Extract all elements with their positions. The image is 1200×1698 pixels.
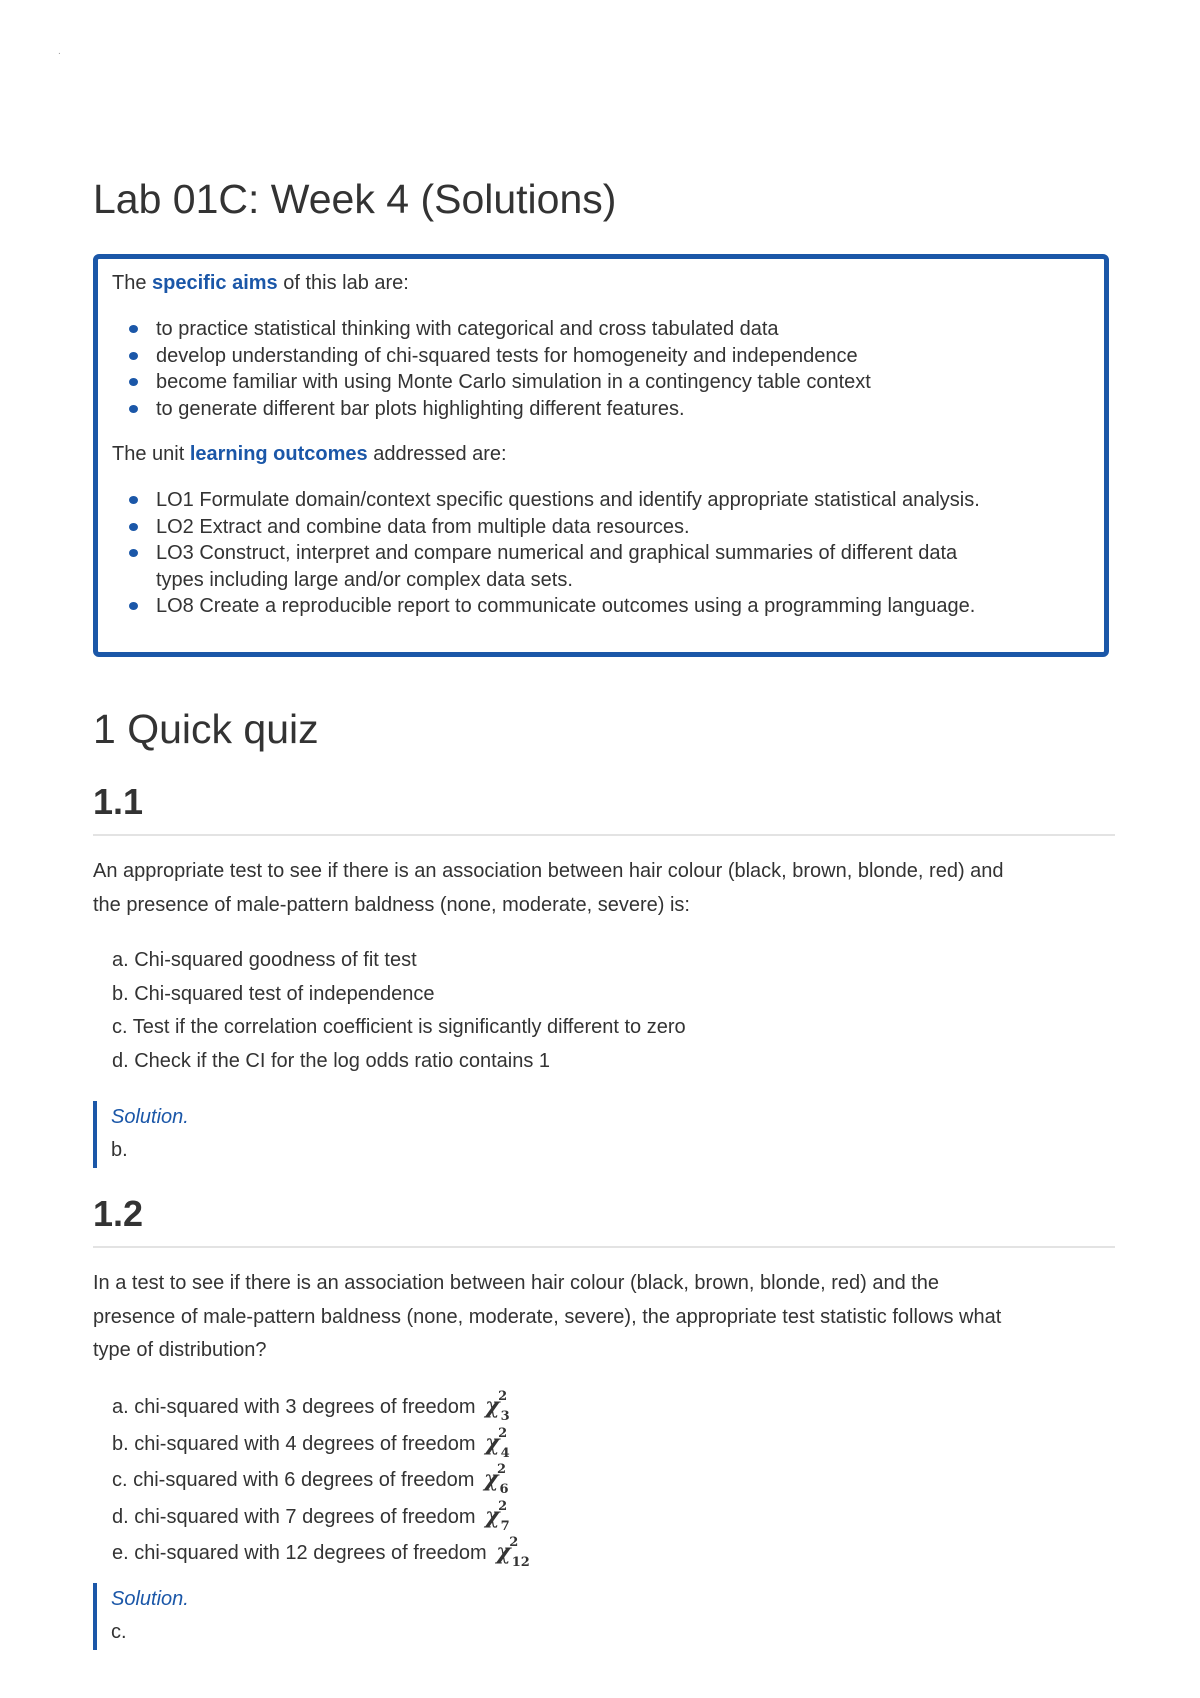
question-line: type of distribution? bbox=[93, 1339, 267, 1361]
outcomes-list-item bbox=[156, 593, 1090, 620]
aims-list-item bbox=[156, 369, 1090, 396]
solution-answer: c. bbox=[111, 1621, 127, 1643]
chi-squared-symbol bbox=[496, 1536, 530, 1573]
chi-glyph: χ bbox=[485, 1429, 500, 1456]
chi-superscript: 2 bbox=[496, 1462, 507, 1477]
aims-list bbox=[112, 316, 1090, 422]
option-text: d. chi-squared with 7 degrees of freedom bbox=[112, 1505, 476, 1528]
outcomes-list bbox=[112, 487, 1090, 620]
option-item: c. Test if the correlation coefficient is significantly different to zero bbox=[112, 1016, 686, 1038]
aims-item-text: develop understanding of chi-squared tests for homogeneity and independence bbox=[156, 344, 858, 367]
chi-glyph: χ bbox=[483, 1466, 499, 1492]
chi-squared-symbol bbox=[485, 1500, 510, 1537]
heading-rule bbox=[93, 1246, 1115, 1248]
section-heading-quick-quiz: 1 Quick quiz bbox=[93, 706, 319, 752]
aims-item-text: to generate different bar plots highlighting different features. bbox=[156, 397, 685, 420]
option-item bbox=[112, 1500, 530, 1537]
chi-superscript: 2 bbox=[498, 1425, 508, 1441]
option-item: a. Chi-squared goodness of fit test bbox=[112, 949, 417, 971]
question-line: An appropriate test to see if there is an association between hair colour (black, brown, blonde, red) and bbox=[93, 860, 1004, 882]
solution-answer: b. bbox=[111, 1139, 128, 1161]
outcome-text: LO2 Extract and combine data from multiple data resources. bbox=[156, 515, 690, 538]
aims-intro bbox=[112, 270, 1090, 297]
bullet-icon bbox=[129, 325, 138, 333]
bullet-icon bbox=[129, 602, 138, 610]
option-item bbox=[112, 1390, 530, 1427]
question-line: the presence of male-pattern baldness (none, moderate, severe) is: bbox=[93, 893, 690, 916]
bullet-icon bbox=[129, 523, 138, 531]
outcome-text-continued: types including large and/or complex data sets. bbox=[156, 568, 573, 591]
outcome-text: LO1 Formulate domain/context specific questions and identify appropriate statistical analysis. bbox=[156, 489, 980, 511]
bullet-icon bbox=[129, 496, 138, 504]
chi-subscript: 4 bbox=[500, 1445, 510, 1461]
corner-mark: . bbox=[58, 46, 61, 57]
solution-block-1-1 bbox=[93, 1101, 1011, 1168]
chi-glyph: χ bbox=[485, 1502, 500, 1529]
bullet-icon bbox=[129, 352, 138, 360]
outcomes-intro bbox=[112, 441, 1090, 468]
question-text-1-1 bbox=[93, 855, 1115, 922]
chi-subscript: 7 bbox=[500, 1518, 510, 1534]
aims-intro-prefix: The bbox=[112, 272, 153, 294]
bullet-icon bbox=[129, 378, 138, 386]
outcomes-intro-prefix: The unit bbox=[112, 443, 190, 465]
aims-intro-emphasis: specific aims bbox=[152, 272, 278, 294]
option-item: b. Chi-squared test of independence bbox=[112, 982, 435, 1005]
outcomes-list-item bbox=[156, 540, 1090, 593]
page-title: Lab 01C: Week 4 (Solutions) bbox=[93, 176, 617, 222]
chi-glyph: χ bbox=[485, 1393, 500, 1419]
chi-superscript: 2 bbox=[498, 1498, 508, 1514]
aims-item-text: to practice statistical thinking with categorical and cross tabulated data bbox=[156, 318, 779, 340]
chi-glyph: χ bbox=[496, 1539, 511, 1565]
option-item bbox=[112, 1427, 530, 1464]
solution-block-1-2 bbox=[93, 1583, 1011, 1650]
aims-list-item bbox=[156, 316, 1090, 343]
option-item: d. Check if the CI for the log odds ratio contains 1 bbox=[112, 1049, 551, 1072]
question-line: presence of male-pattern baldness (none, moderate, severe), the appropriate test statistic follows what bbox=[93, 1305, 1002, 1328]
question-heading-1-2: 1.2 bbox=[93, 1193, 144, 1234]
question-text-1-2 bbox=[93, 1267, 1115, 1368]
chi-subscript: 3 bbox=[500, 1409, 510, 1424]
solution-label: Solution. bbox=[111, 1106, 189, 1128]
question-heading-1-1: 1.1 bbox=[93, 781, 144, 822]
option-text: a. chi-squared with 3 degrees of freedom bbox=[112, 1396, 476, 1418]
outcomes-list-item bbox=[156, 514, 1090, 541]
options-list-1-2 bbox=[112, 1390, 530, 1573]
option-text: b. chi-squared with 4 degrees of freedom bbox=[112, 1432, 476, 1455]
chi-superscript: 2 bbox=[509, 1535, 519, 1550]
options-list-1-1 bbox=[112, 944, 686, 1078]
chi-subscript: 12 bbox=[511, 1555, 530, 1570]
chi-superscript: 2 bbox=[498, 1389, 508, 1404]
option-item bbox=[112, 1463, 530, 1500]
outcome-text: LO8 Create a reproducible report to communicate outcomes using a programming language. bbox=[156, 595, 976, 617]
option-text: e. chi-squared with 12 degrees of freedom bbox=[112, 1542, 487, 1564]
aims-callout bbox=[93, 254, 1109, 657]
outcomes-intro-suffix: addressed are: bbox=[367, 443, 507, 465]
question-line: In a test to see if there is an association between hair colour (black, brown, blonde, red) and the bbox=[93, 1272, 940, 1294]
aims-list-item bbox=[156, 343, 1090, 370]
outcomes-list-item bbox=[156, 487, 1090, 514]
solution-label: Solution. bbox=[111, 1588, 189, 1610]
chi-subscript: 6 bbox=[499, 1482, 509, 1497]
aims-list-item bbox=[156, 396, 1090, 423]
option-text: c. chi-squared with 6 degrees of freedom bbox=[112, 1469, 475, 1491]
outcomes-intro-emphasis: learning outcomes bbox=[189, 443, 368, 465]
bullet-icon bbox=[129, 405, 138, 413]
heading-rule bbox=[93, 834, 1115, 836]
option-item bbox=[112, 1536, 530, 1573]
aims-item-text: become familiar with using Monte Carlo simulation in a contingency table context bbox=[156, 371, 871, 393]
outcome-text: LO3 Construct, interpret and compare numerical and graphical summaries of different data bbox=[156, 542, 958, 564]
bullet-icon bbox=[129, 549, 138, 557]
aims-intro-suffix: of this lab are: bbox=[277, 272, 409, 294]
